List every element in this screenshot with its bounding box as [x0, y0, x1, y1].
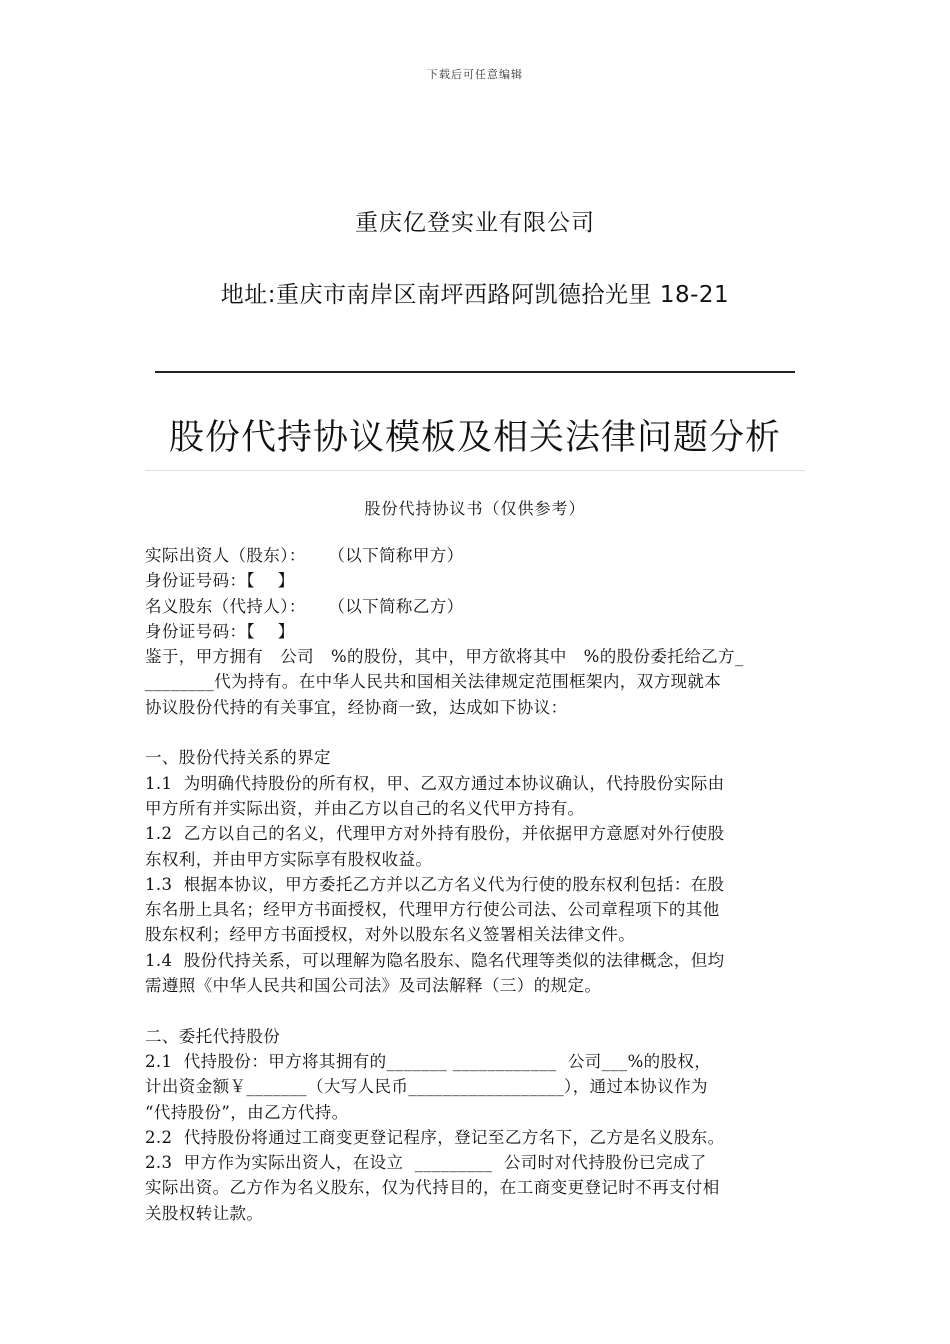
body-line: 身份证号码：【 】 — [145, 621, 295, 641]
header-note: 下载后可任意编辑 — [427, 68, 523, 81]
section-heading: 二、委托代持股份 — [145, 1026, 281, 1046]
body-line: 协议股份代持的有关事宜，经协商一致，达成如下协议： — [145, 697, 568, 717]
body-line: 1.1 为明确代持股份的所有权，甲、乙双方通过本协议确认，代持股份实际由 — [145, 773, 725, 793]
divider-line — [155, 371, 795, 373]
body-line: 2.3 甲方作为实际出资人，在设立 _________ 公司时对代持股份已完成了 — [145, 1153, 707, 1173]
company-address: 地址:重庆市南岸区南坪西路阿凯德拾光里 18-21 — [220, 282, 730, 308]
page-title: 股份代持协议模板及相关法律问题分析 — [168, 418, 781, 458]
body-line: 关股权转让款。 — [145, 1203, 264, 1223]
title-underline — [145, 470, 805, 471]
body-line: 名义股东（代持人）： （以下简称乙方） — [145, 596, 464, 616]
body-line: 实际出资。乙方作为名义股东，仅为代持目的，在工商变更登记时不再支付相 — [145, 1178, 720, 1198]
body-line: 需遵照《中华人民共和国公司法》及司法解释（三）的规定。 — [145, 976, 602, 996]
body-line: 实际出资人（股东）： （以下简称甲方） — [145, 546, 464, 565]
body-line: ________代为持有。在中华人民共和国相关法律规定范围框架内，双方现就本 — [145, 672, 722, 692]
body-line: 1.3 根据本协议，甲方委托乙方并以乙方名义代为行使的股东权利包括：在股 — [145, 874, 725, 894]
body-line: 2.1 代持股份：甲方将其拥有的_______ ____________ 公司___%的股权， — [145, 1051, 712, 1071]
section-heading: 一、股份代持关系的界定 — [145, 748, 331, 768]
company-name: 重庆亿登实业有限公司 — [355, 210, 595, 236]
body-line: 东权利，并由甲方实际享有股权收益。 — [145, 849, 433, 869]
body-line: 1.4 股份代持关系，可以理解为隐名股东、隐名代理等类似的法律概念，但均 — [145, 950, 725, 970]
body-line: 1.2 乙方以自己的名义，代理甲方对外持有股份，并依据甲方意愿对外行使股 — [145, 824, 725, 844]
body-line: 东名册上具名；经甲方书面授权，代理甲方行使公司法、公司章程项下的其他 — [145, 900, 720, 920]
body-line: 身份证号码：【 】 — [145, 571, 295, 591]
body-line: 股东权利；经甲方书面授权，对外以股东名义签署相关法律文件。 — [145, 925, 636, 945]
body-line: 2.2 代持股份将通过工商变更登记程序，登记至乙方名下，乙方是名义股东。 — [145, 1127, 725, 1147]
blank-line — [145, 720, 809, 745]
agreement-body — [145, 543, 809, 1226]
blank-line — [145, 998, 809, 1023]
body-line: “代持股份”，由乙方代持。 — [145, 1102, 349, 1122]
body-line: 计出资金额￥_______（大写人民币__________________），通过本协议作为 — [145, 1077, 708, 1097]
body-line: 鉴于，甲方拥有 公司 %的股份，其中，甲方欲将其中 %的股份委托给乙方_ — [145, 647, 744, 667]
body-line: 甲方所有并实际出资，并由乙方以自己的名义代甲方持有。 — [145, 798, 585, 818]
document-subtitle: 股份代持协议书（仅供参考） — [364, 499, 586, 518]
